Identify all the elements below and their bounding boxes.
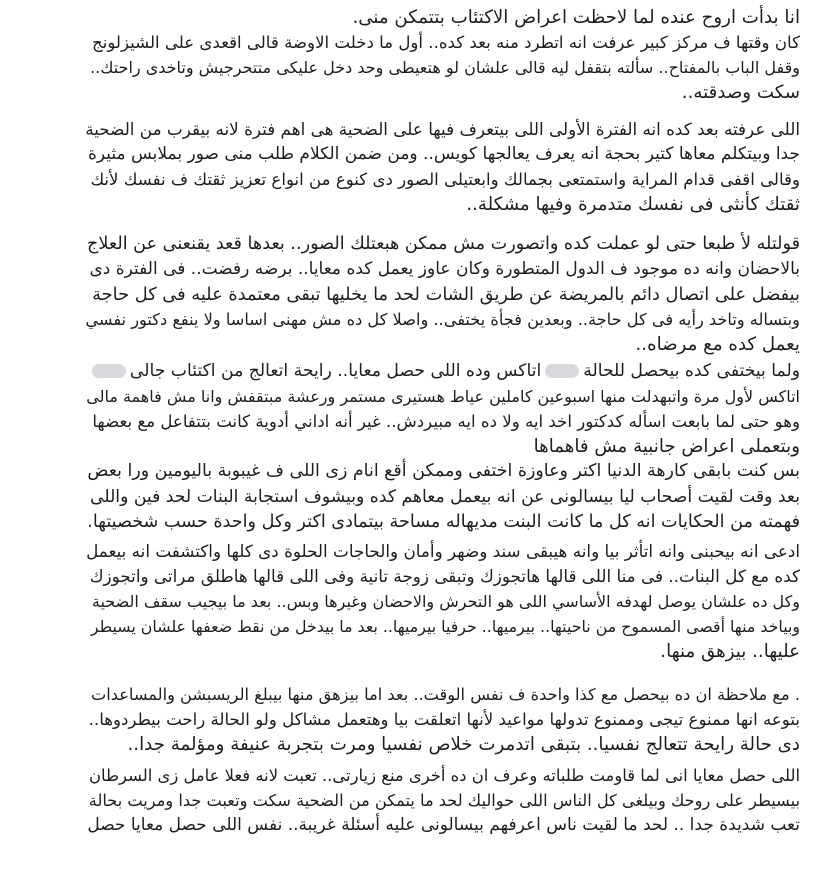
text-line: . مع ملاحظة ان ده بيحصل مع كذا واحدة ف نفس الوقت.. بعد اما بيزهق منها بيبلغ الريسبشن والمساعدات xyxy=(91,685,800,704)
text-line: اللى عرفته بعد كده انه الفترة الأولى اللى بيتعرف فيها على الضحية هى اهم فترة لانه بيقرب من الضحية xyxy=(85,119,800,139)
text-line: بتوعه انها ممنوع تيجى وممنوع تدولها مواعيد لأنها اتعلقت بيا وهتعمل مشاكل ولو الحالة راحت بيطردوها.. xyxy=(88,710,800,729)
text-line: اللى حصل معايا انى لما قاومت طلباته وعرف ان ده أخرى منع زيارتى.. تعبت لانه فعلا عامل زى السرطان xyxy=(88,766,800,785)
paragraph-2 xyxy=(85,117,800,217)
text-line: كده مع كل البنات.. فى منا اللى قالها هاتجوزك وتبقى زوجة تانية وفى اللى قالها هاطلق مراتى واتجوزك xyxy=(89,566,800,586)
paragraph-8 xyxy=(85,763,800,838)
text-segment: ولما بيختفى كده بيحصل للحالة xyxy=(583,361,800,381)
text-line: اتاكس لأول مرة واتبهدلت منها اسبوعين كاملين عياط هستيرى مستمر ورعشة مبتقفش وانا مش فاهمة مالى xyxy=(86,387,800,406)
text-line: تعب شديدة جدا .. لحد ما لقيت ناس اعرفهم بيسالونى عليه أسئلة غريبة.. نفس اللى حصل معايا حصل xyxy=(87,815,800,835)
redacted-blur xyxy=(92,364,126,378)
paragraph-4 xyxy=(85,359,800,484)
text-line: وكل ده علشان يوصل لهدفه الأساسي اللى هو التحرش والاحضان وغيرها وبس.. بعد ما بيجيب سقف الضحية xyxy=(91,592,800,611)
text-segment: اتاكس وده اللى حصل معايا.. رايحة اتعالج من اكتئاب جالى xyxy=(129,361,542,381)
text-line: ثقتك كأنثى فى نفسك متدمرة وفيها مشكلة.. xyxy=(466,194,800,215)
text-line: فهمته من الحكايات انه كل ما كانت البنت مديهاله مساحة بيتمادى اكتر وكل واحدة حسب شخصيتها. xyxy=(87,512,800,532)
text-line: جدا وبيتكلم معاها كتير بحجة انه يعرف يعالجها كويس.. ومن ضمن الكلام طلب منى صور بملابس مثيرة xyxy=(87,144,800,164)
paragraph-1 xyxy=(85,5,800,105)
text-line: وبياخد منها أقصى المسموح من ناحيتها.. بيرميها.. حرفيا بيرميها.. بعد ما بيدخل من نقط ضعفها علشان يسيطر xyxy=(90,617,800,636)
text-line: بيسيطر على روحك وبيلغى كل الناس اللى حواليك لحد ما يتمكن من الضحية سكت وتعبت جدا ومريت بحالة xyxy=(88,791,800,810)
text-line: ادعى انه بيحبنى وانه اتأثر بيا وانه هيبقى سند وضهر وأمان والحاجات الحلوة دى كلها واكتشفت انه بيعمل xyxy=(86,541,800,561)
text-line: قولتله لأ طبعا حتى لو عملت كده واتصورت مش ممكن هبعتلك الصور.. بعدها قعد يقنعنى عن العلاج xyxy=(87,234,800,254)
text-line: بيفضل على اتصال دائم بالمريضة عن طريق الشات لحد ما يخليها تبقى معتمدة عليه فى كل حاجة xyxy=(92,284,800,305)
paragraph-3 xyxy=(85,232,800,357)
paragraph-5 xyxy=(85,485,800,535)
text-line: وقفل الباب بالمفتاح.. سألته بتقفل ليه قالى علشان لو هتعيطى وحد دخل عليكى متتحرجيش وتاخدى راحتك.. xyxy=(90,58,800,77)
text-line: بالاحضان وانه ده موجود ف الدول المتطورة وكان عاوز يعمل كده معايا.. برضه رفضت.. فى الفترة دى xyxy=(89,259,800,279)
paragraph-7 xyxy=(85,682,800,757)
redacted-blur xyxy=(545,364,579,378)
text-line: وهو حتى لما بابعت اسأله كدكتور اخد ايه ولا ده ايه مبيردش.. غير أنه اداني أدوية كانت بتتفاعل مع بعضها xyxy=(92,412,800,431)
text-line: وقالى اقفى قدام المراية واستمتعى بجمالك وابعتيلى الصور دى كنوع من انواع تعزيز ثقتك ف نفسك لأنك xyxy=(90,170,800,189)
text-line: كان وقتها ف مركز كبير عرفت انه اتطرد منه بعد كده.. أول ما دخلت الاوضة قالى اقعدى على الشيزلونج xyxy=(92,33,800,52)
paragraph-6 xyxy=(85,539,800,664)
text-line: سكت وصدقته.. xyxy=(681,82,800,103)
text-line: بس كنت بابقى كارهة الدنيا اكتر وعاوزة اختفى وممكن أقع انام زى اللى ف غيبوبة باليومين ورا بعض xyxy=(87,461,800,481)
text-line: دى حالة رايحة تتعالج نفسيا.. بتبقى اتدمرت خلاص نفسيا ومرت بتجربة عنيفة ومؤلمة جدا.. xyxy=(127,734,800,755)
text-line: وبتساله وتاخد رأيه فى كل حاجة.. وبعدين فجأة يختفى.. واصلا كل ده مش مهنى اساسا ولا ينفع دكتور نفسي xyxy=(85,310,800,329)
text-line: بعد وقت لقيت أصحاب ليا بيسالونى عن انه بيعمل معاهم كده وبيشوف استجابة البنات لحد فين واللى xyxy=(90,487,800,507)
text-line: انا بدأت اروح عنده لما لاحظت اعراض الاكتئاب بتتمكن منى. xyxy=(352,7,800,28)
text-line: عليها.. بيزهق منها. xyxy=(660,641,800,662)
text-line: يعمل كده مع مرضاه.. xyxy=(635,334,800,355)
text-line: وبتعملى اعراض جانبية مش فاهماها xyxy=(533,436,800,457)
text-line xyxy=(85,359,800,384)
